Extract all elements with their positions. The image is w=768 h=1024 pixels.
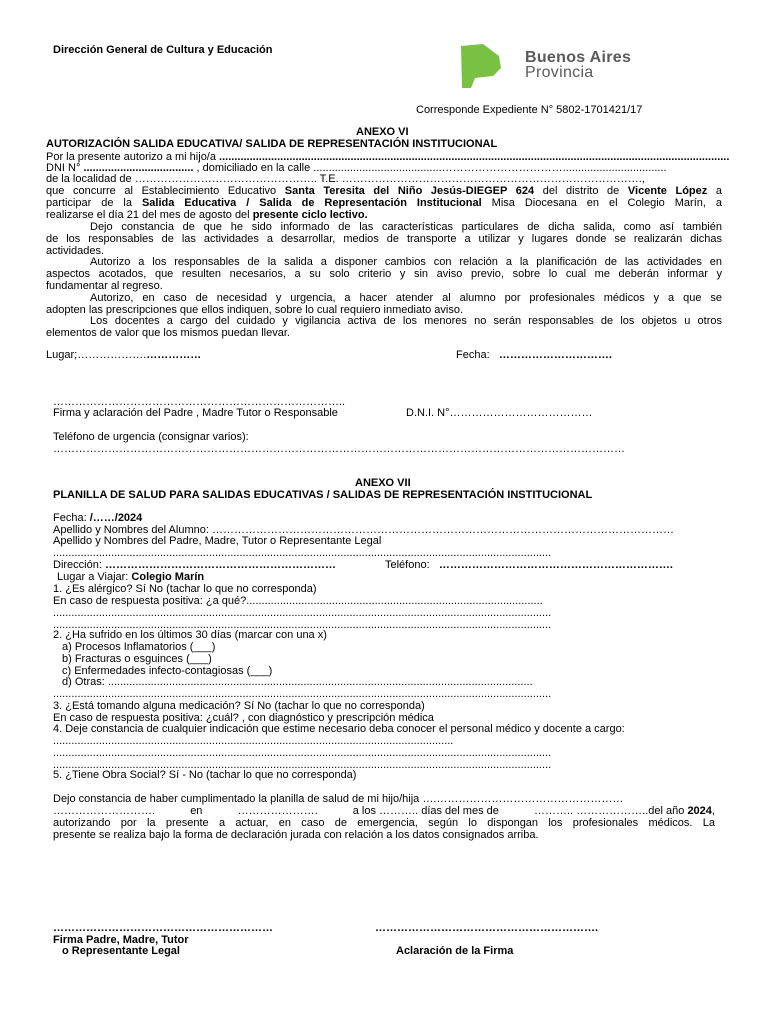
q1: 1. ¿Es alérgico? Sí No (tachar lo que no corresponda) [53,583,317,595]
l2-dots2: ..........................................…………………………….................................. [313,162,667,174]
decl-dots-a: ………………………. [53,805,156,817]
decl-year: 2024 [687,805,712,817]
decl-en: en [190,805,203,817]
l3-label: de la localidad de [46,173,132,185]
l5-event: Salida Educativa / Salida de Representación Institucional [141,197,482,209]
l4-e: a [715,185,722,197]
anexo6-line4 [46,185,722,197]
p2-line3: actividades. [46,245,105,257]
p5-line2: elementos de valor que los mismos puedan llevar. [46,327,290,339]
a7-fecha-value: /……/2024 [89,512,143,524]
p4-line1: Autorizo, en caso de necesidad y urgencia, a hacer atender al alumno por profesionales médicos y a que se [90,292,722,304]
l1-label: Por la presente autorizo a mi hijo/a [46,151,216,163]
l4-district: Vicente López [627,185,708,197]
lugar-dots: ………………. [77,349,147,361]
q4: 4. Deje constancia de cualquier indicación que estime necesario deba conocer el personal médico y docente a cargo: [53,723,625,735]
q1-dots1: ................................................................................................................................................................... [53,607,552,619]
lugar-viajar [57,571,204,583]
decl-anio [534,805,715,817]
q3: 3. ¿Está tomando alguna medicación? Sí No (tachar lo que no corresponda) [53,700,425,712]
q3-positive: En caso de respuesta positiva: ¿cuál? , con diagnóstico y prescripción médica [53,712,434,724]
q2-dots: ................................................................................................................................................................... [53,688,552,700]
anexo6-subtitle: AUTORIZACIÓN SALIDA EDUCATIVA/ SALIDA DE REPRESENTACIÓN INSTITUCIONAL [46,138,498,150]
q2-c: c) Enfermedades infecto-contagiosas (___) [62,665,273,677]
l3-dots: ………………………………………….. [134,173,317,185]
tel-urgencia-line: ………………………………………………………………………………………………………………………………………… [53,443,625,455]
l4-school: Santa Teresita del Niño Jesús-DIEGEP 624 [284,185,535,197]
l3-mid: T.E. [319,173,339,185]
direccion-field [53,559,336,571]
logo-text-line1: Buenos Aires [525,49,632,66]
decl-comma: , [711,805,715,817]
dni-label: D.N.I. N°………………………………… [406,407,593,419]
l4-a: que concurre al Establecimiento Educativo [46,185,277,197]
p2-line1: Dejo constancia de que he sido informado de las características particulares de dicha salida, como así también [90,221,722,233]
lugar-viajar-value: Colegio Marín [131,571,205,583]
q4-dots1: ................................................................................................................................... [53,735,454,747]
dir-label: Dirección: [53,559,102,571]
l3-dots2: ………………………………………………………………………., [341,173,645,185]
p4-line2: adopten las prescripciones que ellos indiquen, sobre lo cual requiero inmediato aviso. [46,304,464,316]
l2-dots: .................................... [83,162,194,174]
anexo6-title: ANEXO VI [356,126,409,138]
q2-b: b) Fracturas o esguinces (___) [62,653,212,665]
l6-a: realizarse el día 21 del mes de agosto del [46,209,250,221]
anexo7-fecha [53,512,142,524]
sig-line-left: …………………………………………………… [53,922,273,934]
fecha-dots: …………………………. [498,349,612,361]
a7-fecha-label: Fecha: [53,512,87,524]
q2-a: a) Procesos Inflamatorios (___) [62,641,216,653]
decl-line3: autorizando por la presente a actuar, en caso de emergencia, según lo dispongan los profesionales médicos. La [53,817,715,829]
expediente-number: Corresponde Expediente N° 5802-1701421/17 [416,104,643,116]
anexo7-title: ANEXO VII [355,477,411,489]
lugar-field [46,349,201,361]
decl-line2 [53,805,715,817]
sig-right-label: Aclaración de la Firma [396,945,514,957]
q4-dots2: ................................................................................................................................................................... [53,747,552,759]
buenos-aires-logo-icon [459,42,503,88]
q2-d: d) Otras: ........................................................................................................................................... [62,676,533,688]
q4-dots3: ................................................................................................................................................................... [53,759,552,771]
decl-dias: a los ……….. días del mes de [352,805,499,817]
sig-line-right: ……………………………………………………. [375,922,599,934]
anexo7-subtitle: PLANILLA DE SALUD PARA SALIDAS EDUCATIVAS / SALIDAS DE REPRESENTACIÓN INSTITUCIONAL [53,489,593,501]
decl-line1: Dejo constancia de haber cumplimentado la planilla de salud de mi hijo/hija ….…………………………………………… [53,793,624,805]
l2-mid: , domiciliado en la calle [196,162,311,174]
sig-left-label1: Firma Padre, Madre, Tutor [53,934,189,946]
l2-label: DNI N° [46,162,81,174]
padre-field: Apellido y Nombres del Padre, Madre, Tutor o Representante Legal [53,535,382,547]
sig-left-label2: o Representante Legal [62,945,180,957]
dir-dots: ……………………………………………………… [104,559,336,571]
q1-positive: En caso de respuesta positiva: ¿a qué?................................................................................................. [53,595,543,607]
p3-line3: fundamentar al regreso. [46,280,163,292]
q2: 2. ¿Ha sufrido en los últimos 30 días (marcar con una x) [53,629,327,641]
anexo6-line5 [46,197,722,209]
firma-label: Firma y aclaración del Padre , Madre Tutor o Responsable [53,407,338,419]
lugar-viajar-label: Lugar a Viajar: [57,571,129,583]
fecha-label: Fecha: [456,349,490,361]
anexo6-line3 [46,173,645,185]
p5-line1: Los docentes a cargo del cuidado y vigilancia activa de los menores no serán responsables de los objetos u otros [90,315,722,327]
firma-line: …………………………………………………………………….. [53,396,346,408]
l5-a: participar de la [46,197,132,209]
p3-line2: aspectos acotados, que resulten necesarios, a su solo criterio y sin aviso previo, sobre lo cual me deberán informar y [46,268,722,280]
l5-c: Misa Diocesana en el Colegio Marín, a [491,197,723,209]
telefono-field [385,559,673,571]
l4-c: del distrito de [542,185,620,197]
decl-line4: presente se realiza bajo la forma de declaración jurada con relación a los datos consignados arriba. [53,829,539,841]
a7-tel-dots: ………………………………………………………. [438,559,673,571]
anexo6-line6 [46,209,368,221]
p3-line1: Autorizo a los responsables de la salida a disponer cambios con relación a la planificación de las actividades en [90,256,722,268]
lugar-label: Lugar; [46,349,78,361]
l6-b: presente ciclo lectivo. [252,209,368,221]
padre-dots: ................................................................................................................................................................... [53,547,552,559]
alumno-field: Apellido y Nombres del Alumno: ……………………………………………………………………………………………………………… [53,524,674,536]
q1-dots2: ................................................................................................................................................................... [53,619,552,631]
q5: 5. ¿Tiene Obra Social? Sí - No (tachar lo que no corresponda) [53,769,357,781]
fecha-field [456,349,612,361]
p2-line2: de los responsables de las actividades a desarrollar, medios de transporte a utilizar y lugares donde se realizarán dichas [46,233,722,245]
lugar-dots-bold: …………… [146,349,202,361]
logo-text-line2: Provincia [525,64,594,81]
org-name: Dirección General de Cultura y Educación [53,44,273,56]
l1-dots: ....................................................................................................................................................................... [219,151,730,163]
a7-tel-label: Teléfono: [385,559,430,571]
decl-dots-c: …………………. [237,805,318,817]
decl-anio-label: ……….. ………………..del año [534,805,685,817]
tel-urgencia-label: Teléfono de urgencia (consignar varios): [53,431,249,443]
